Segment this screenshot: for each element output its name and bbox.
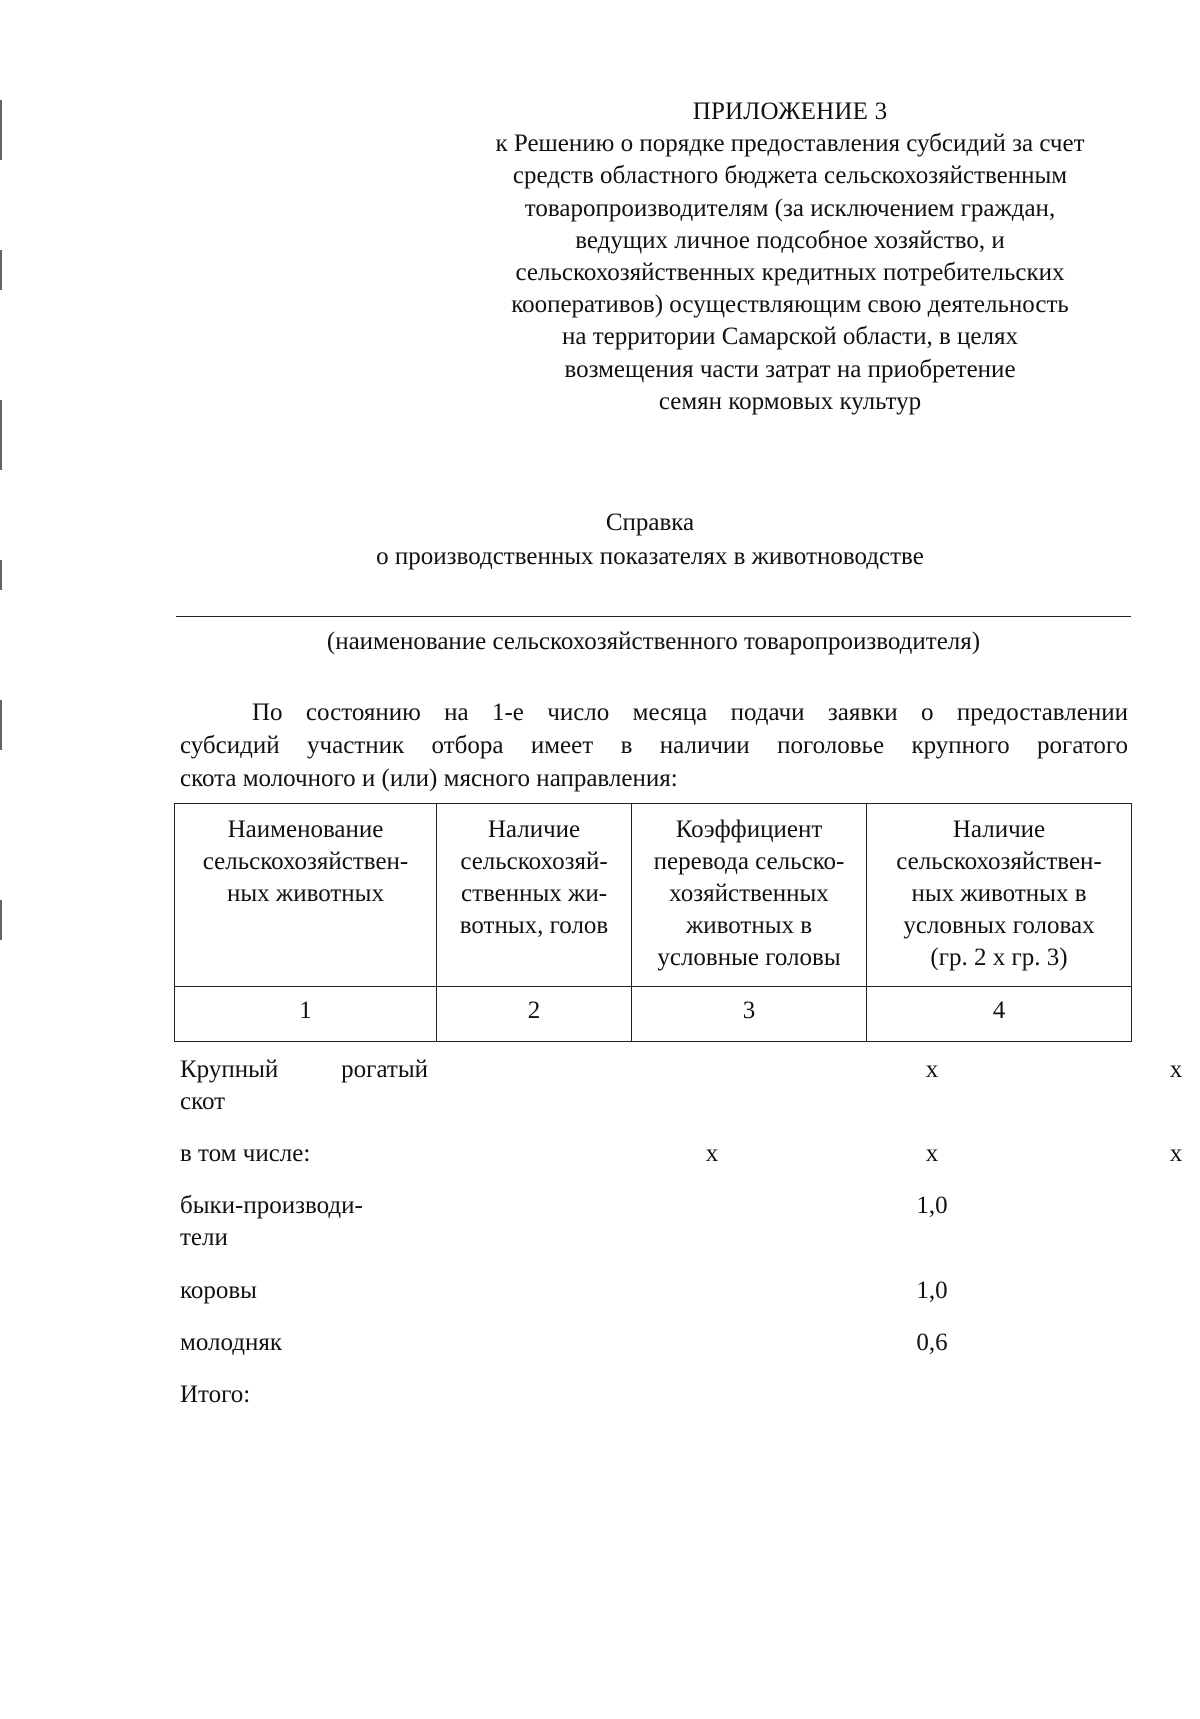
livestock-table xyxy=(174,803,1132,1042)
appendix-title: ПРИЛОЖЕНИЕ 3 xyxy=(692,98,888,125)
table-row-bulls xyxy=(180,1190,1140,1275)
row-name: коровы xyxy=(180,1277,257,1304)
appendix-line: товаропроизводителям (за исключением граждан, xyxy=(524,194,1056,222)
row-name: Крупный рогатый скот xyxy=(180,1056,428,1115)
document-title-main: Справка xyxy=(605,509,695,536)
appendix-line: семян кормовых культур xyxy=(658,387,922,415)
header-animal-name: Наименование сельскохозяйствен- ных животных xyxy=(175,804,437,987)
row-coefficient: 0,6 xyxy=(916,1329,948,1356)
intro-paragraph xyxy=(180,696,1128,795)
row-coefficient: х xyxy=(925,1140,939,1167)
table-row-cattle xyxy=(180,1054,1183,1138)
column-number: 1 xyxy=(175,987,437,1042)
appendix-line: средств областного бюджета сельскохозяйственным xyxy=(512,162,1068,190)
appendix-line: к Решению о порядке предоставления субсидий за счет xyxy=(495,130,1085,158)
document-title xyxy=(200,506,1100,574)
column-number: 4 xyxy=(867,987,1132,1042)
producer-name-caption: (наименование сельскохозяйственного товаропроизводителя) xyxy=(326,628,981,655)
intro-line: субсидий участник отбора имеет в наличии поголовье крупного рогатого xyxy=(180,732,1128,759)
row-head-count: х xyxy=(705,1140,719,1167)
document-title-subtitle: о производственных показателях в животноводстве xyxy=(376,543,924,570)
scan-edge-marks xyxy=(0,0,10,1719)
appendix-line: сельскохозяйственных кредитных потребительских xyxy=(515,259,1065,287)
row-coefficient: 1,0 xyxy=(916,1192,948,1219)
appendix-line: возмещения части затрат на приобретение xyxy=(564,355,1016,383)
row-conditional-heads: х xyxy=(1169,1140,1183,1167)
table-row-total xyxy=(180,1379,1140,1419)
producer-name-field[interactable] xyxy=(176,616,1131,617)
intro-line: По состоянию на 1-е число месяца подачи заявки о предоставлении xyxy=(252,699,1128,726)
row-coefficient: х xyxy=(925,1056,939,1083)
appendix-line: на территории Самарской области, в целях xyxy=(562,323,1018,351)
column-number-row xyxy=(175,987,1132,1042)
table-row-cows xyxy=(180,1275,1140,1327)
row-coefficient: 1,0 xyxy=(916,1277,948,1304)
appendix-header xyxy=(440,96,1140,418)
column-number: 2 xyxy=(437,987,632,1042)
table-row-including xyxy=(180,1138,1183,1190)
intro-line: скота молочного и (или) мясного направления: xyxy=(180,765,678,792)
header-head-count: Наличие сельскохозяй- ственных жи- вотных, голов xyxy=(437,804,632,987)
header-conditional-heads: Наличие сельскохозяйствен- ных животных в условных головах (гр. 2 х гр. 3) xyxy=(867,804,1132,987)
table-header-row xyxy=(175,804,1132,987)
appendix-line: ведущих личное подсобное хозяйство, и xyxy=(575,226,1005,254)
appendix-line: кооперативов) осуществляющим свою деятельность xyxy=(511,291,1069,319)
row-name: в том числе: xyxy=(180,1140,311,1167)
header-conversion-coefficient: Коэффициент перевода сельско- хозяйственных животных в условные головы xyxy=(632,804,867,987)
table-row-young xyxy=(180,1327,1140,1379)
row-name: Итого: xyxy=(180,1381,251,1408)
livestock-rows xyxy=(180,1054,1183,1419)
column-number: 3 xyxy=(632,987,867,1042)
row-conditional-heads[interactable]: х xyxy=(1169,1056,1183,1083)
row-name: быки-производи- тели xyxy=(180,1192,363,1251)
row-name: молодняк xyxy=(180,1329,282,1356)
